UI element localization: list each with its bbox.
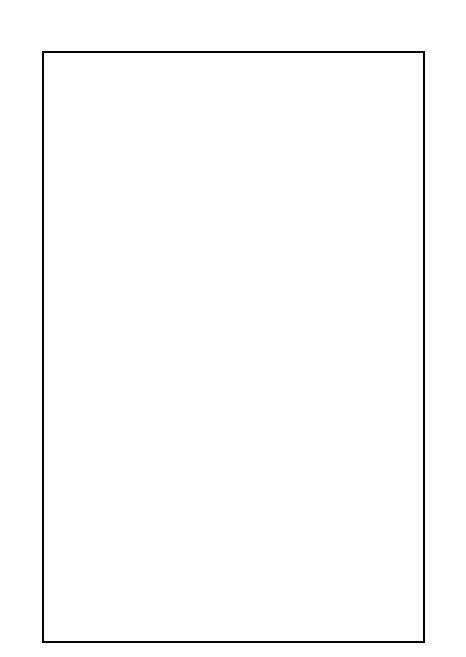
page-title bbox=[0, 22, 466, 50]
schedule-table bbox=[42, 51, 425, 643]
